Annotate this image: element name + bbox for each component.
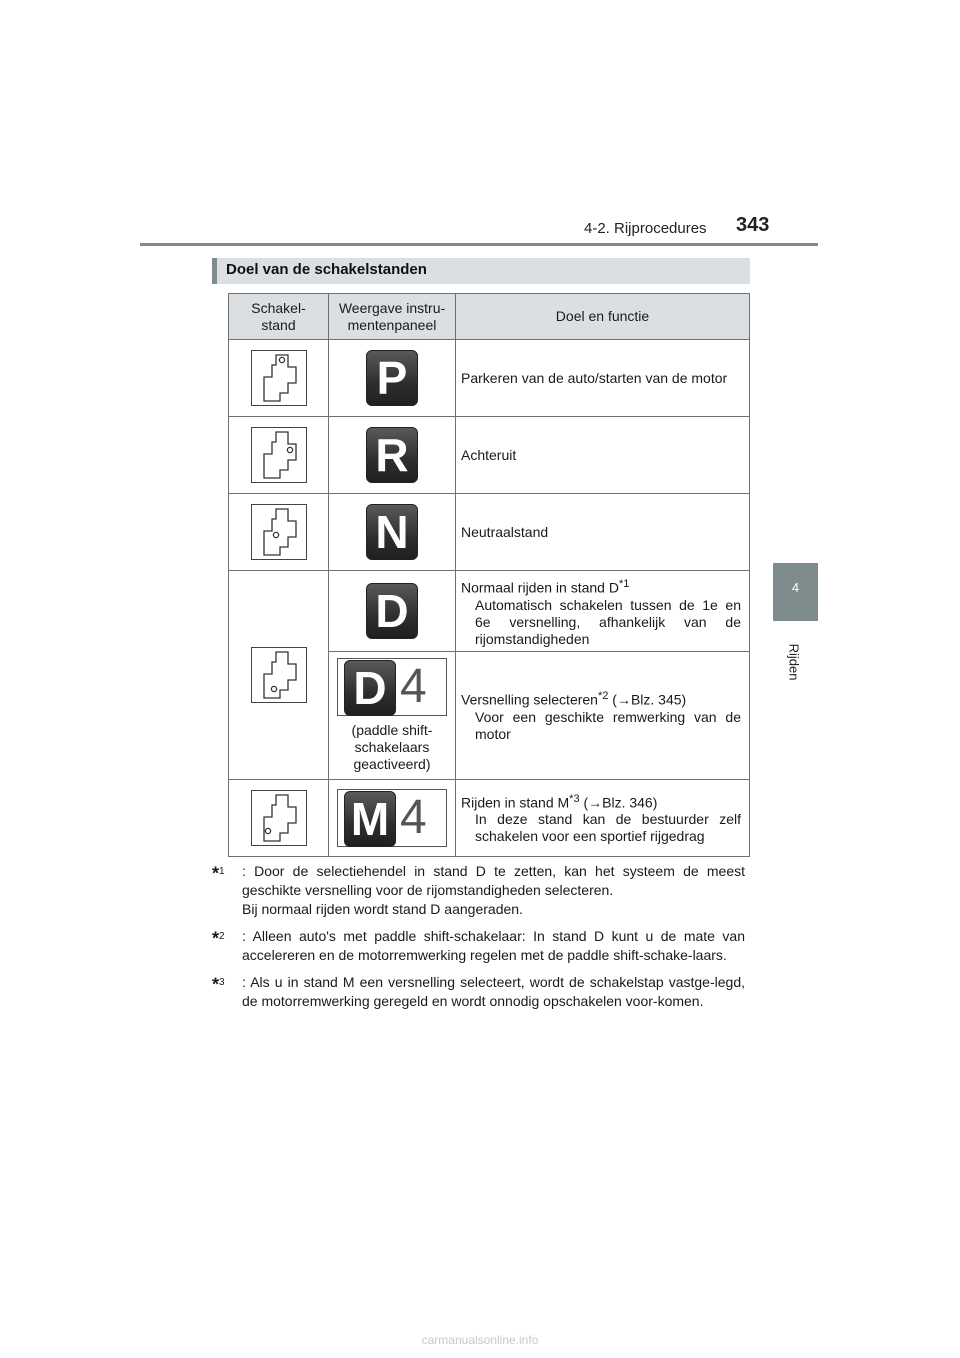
- function-main-text: Rijden in stand M: [461, 794, 570, 811]
- chapter-label: [772, 632, 816, 692]
- function-sub-text: Voor een geschikte remwerking van de motor: [475, 708, 741, 742]
- header-rule: [140, 243, 818, 246]
- function-cell: Achteruit: [456, 417, 750, 494]
- indicator-d-icon: D: [366, 583, 418, 639]
- display-cell: [329, 340, 456, 417]
- footnote-text: : Door de selectiehendel in stand D te zetten, kan het systeem de meest geschikte versnelling voor de rijomstandigheden selecteren.: [242, 863, 745, 898]
- table-row: [229, 571, 750, 652]
- display-cell: [329, 571, 456, 652]
- page-ref-link[interactable]: (→Blz. 345): [608, 691, 687, 708]
- indicator-p-icon: P: [366, 350, 418, 406]
- footnote-2: [212, 927, 745, 965]
- function-main-text: Versnelling selecteren: [461, 691, 598, 708]
- indicator-d4-icon: [337, 658, 447, 716]
- shift-position-cell: [229, 494, 329, 571]
- page-number: 343: [736, 214, 770, 236]
- indicator-n-icon: N: [366, 504, 418, 560]
- function-cell: Neutraalstand: [456, 494, 750, 571]
- shift-position-cell: [229, 417, 329, 494]
- footnote-text-2: Bij normaal rijden wordt stand D aangeraden.: [242, 901, 523, 917]
- indicator-m4-icon: [337, 789, 447, 847]
- shift-position-table: [228, 293, 750, 857]
- chapter-label-text: Rijden: [786, 643, 802, 681]
- indicator-m-letter: M: [344, 791, 396, 847]
- footnote-1: [212, 862, 745, 919]
- display-cell: [329, 652, 456, 780]
- table-row: [229, 340, 750, 417]
- table-row: [229, 417, 750, 494]
- note-ref-3: *3: [569, 792, 580, 805]
- table-row: [229, 780, 750, 857]
- note-ref-2: *2: [597, 690, 609, 703]
- section-title-bar: [212, 258, 750, 284]
- shift-gate-n-icon: [251, 504, 307, 560]
- shift-gate-p-icon: [251, 350, 307, 406]
- shift-position-cell: [229, 780, 329, 857]
- note-ref-1: *1: [618, 578, 630, 591]
- footnote-marker: *$^2$: [212, 928, 225, 949]
- chapter-number: 4: [791, 580, 800, 595]
- header-function: Doel en functie: [456, 294, 750, 340]
- section-title-accent: [212, 258, 217, 284]
- display-cell: [329, 780, 456, 857]
- display-caption: (paddle shift- schakelaars geactiveerd): [351, 722, 433, 772]
- section-title: Doel van de schakelstanden: [226, 261, 427, 278]
- function-sub-text: Automatisch schakelen tussen de 1e en 6e versnelling, afhankelijk van de rijomstandigheden: [475, 596, 741, 647]
- footnote-text: : Alleen auto's met paddle shift-schakelaar: In stand D kunt u de mate van accelereren en de motorremwerking regelen met de paddle shift-schake-laars.: [242, 928, 745, 963]
- chapter-tab: [773, 563, 818, 621]
- header-shift-position: Schakel- stand: [229, 294, 329, 340]
- footnote-text: : Als u in stand M een versnelling selecteert, wordt de schakelstap vastge-legd, de motorremwerking geregeld en wordt onnodig opschakelen voor-komen.: [242, 974, 745, 1009]
- function-cell: [456, 652, 750, 780]
- shift-gate-r-icon: [251, 427, 307, 483]
- function-cell: [456, 780, 750, 857]
- display-cell: [329, 417, 456, 494]
- indicator-r-icon: R: [366, 427, 418, 483]
- footnote-marker: *$^3$: [212, 974, 225, 995]
- watermark: carmanualsonline.info: [421, 1333, 539, 1347]
- section-header: 4-2. Rijprocedures: [584, 220, 707, 237]
- table-header-row: [229, 294, 750, 340]
- function-sub-text: In deze stand kan de bestuurder zelf schakelen voor een sportief rijgedrag: [475, 811, 741, 845]
- function-main-text: Normaal rijden in stand D: [461, 579, 619, 596]
- header-display: Weergave instru- mentenpaneel: [329, 294, 456, 340]
- footnote-3: [212, 973, 745, 1011]
- page-ref-link[interactable]: (→Blz. 346): [579, 794, 658, 811]
- footnotes: [212, 862, 745, 1019]
- function-cell: Parkeren van de auto/starten van de motor: [456, 340, 750, 417]
- shift-position-cell: [229, 571, 329, 780]
- indicator-d-letter: D: [344, 660, 396, 716]
- function-cell: [456, 571, 750, 652]
- table-row: [229, 494, 750, 571]
- display-cell: [329, 494, 456, 571]
- indicator-gear-number: 4: [400, 660, 427, 713]
- footnote-marker: *$^1$: [212, 863, 225, 884]
- shift-gate-d-icon: [251, 647, 307, 703]
- shift-position-cell: [229, 340, 329, 417]
- indicator-gear-number: 4: [400, 791, 427, 844]
- shift-gate-m-icon: [251, 790, 307, 846]
